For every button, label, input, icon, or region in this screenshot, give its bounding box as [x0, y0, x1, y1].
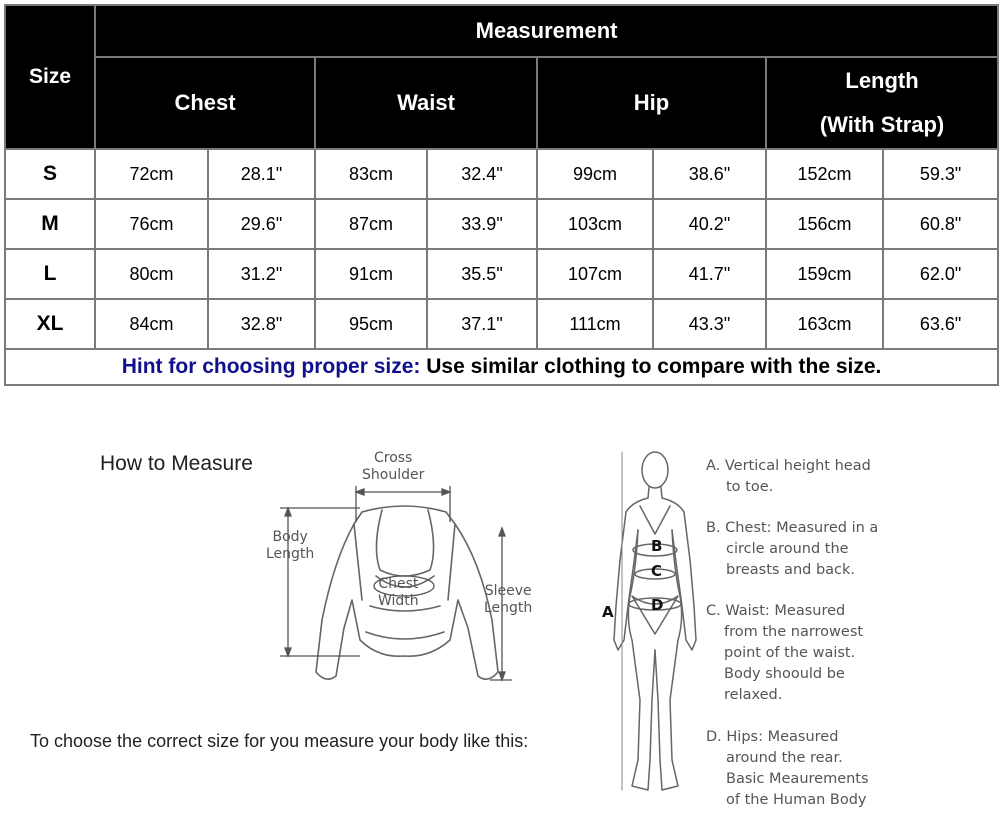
- chest-in-cell: 29.6": [208, 199, 315, 249]
- length-cm-cell: 163cm: [766, 299, 883, 349]
- hip-in-cell: 41.7": [653, 249, 766, 299]
- hip-cm-cell: 103cm: [537, 199, 653, 249]
- chest-header: Chest: [95, 57, 315, 149]
- hip-header: Hip: [537, 57, 766, 149]
- size-cell: M: [5, 199, 95, 249]
- human-body-figure: [614, 452, 696, 790]
- chest-cm-cell: 84cm: [95, 299, 208, 349]
- waist-cm-cell: 95cm: [315, 299, 427, 349]
- sleeve-length-label: Sleeve Length: [484, 583, 533, 616]
- cross-shoulder-label: Cross Shoulder: [362, 450, 425, 483]
- chest-width-label: Chest Width: [378, 576, 419, 609]
- step-a: A. Vertical height head to toe.: [706, 458, 871, 495]
- hip-in-cell: 38.6": [653, 149, 766, 199]
- hip-in-cell: 43.3": [653, 299, 766, 349]
- waist-in-cell: 37.1": [427, 299, 537, 349]
- waist-cm-cell: 91cm: [315, 249, 427, 299]
- body-letter-c: C: [651, 562, 663, 580]
- length-in-cell: 59.3": [883, 149, 998, 199]
- hip-cm-cell: 99cm: [537, 149, 653, 199]
- hip-in-cell: 40.2": [653, 199, 766, 249]
- waist-in-cell: 32.4": [427, 149, 537, 199]
- hint-label: Hint for choosing proper size:: [121, 355, 421, 378]
- length-cm-cell: 152cm: [766, 149, 883, 199]
- body-letter-a: A: [602, 603, 614, 621]
- size-cell: S: [5, 149, 95, 199]
- step-b: B. Chest: Measured in a circle around the breasts and back.: [706, 520, 879, 578]
- measurement-header: Measurement: [95, 5, 998, 57]
- body-length-label: Body Length: [266, 529, 315, 562]
- how-to-measure-title: How to Measure: [100, 452, 253, 475]
- chest-cm-cell: 80cm: [95, 249, 208, 299]
- waist-header: Waist: [315, 57, 537, 149]
- length-cm-cell: 159cm: [766, 249, 883, 299]
- waist-cm-cell: 83cm: [315, 149, 427, 199]
- chest-in-cell: 32.8": [208, 299, 315, 349]
- size-header: Size: [5, 5, 95, 149]
- length-in-cell: 62.0": [883, 249, 998, 299]
- chest-in-cell: 31.2": [208, 249, 315, 299]
- length-header-line1: Length: [845, 68, 919, 93]
- length-cm-cell: 156cm: [766, 199, 883, 249]
- chest-cm-cell: 72cm: [95, 149, 208, 199]
- length-in-cell: 60.8": [883, 199, 998, 249]
- hip-cm-cell: 111cm: [537, 299, 653, 349]
- size-cell: L: [5, 249, 95, 299]
- waist-cm-cell: 87cm: [315, 199, 427, 249]
- hip-cm-cell: 107cm: [537, 249, 653, 299]
- chest-in-cell: 28.1": [208, 149, 315, 199]
- hint-text: Use similar clothing to compare with the size.: [420, 355, 882, 378]
- measure-instruction: To choose the correct size for you measure your body like this:: [30, 731, 529, 751]
- waist-in-cell: 35.5": [427, 249, 537, 299]
- length-header-line2: (With Strap): [819, 112, 945, 137]
- step-c: C. Waist: Measured from the narrowest point of the waist. Body shoould be relaxed.: [706, 603, 864, 703]
- body-letter-b: B: [651, 537, 663, 555]
- step-d: D. Hips: Measured around the rear. Basic Meaurements of the Human Body: [706, 729, 869, 808]
- size-cell: XL: [5, 299, 95, 349]
- body-letter-d: D: [651, 596, 664, 614]
- waist-in-cell: 33.9": [427, 199, 537, 249]
- length-in-cell: 63.6": [883, 299, 998, 349]
- chest-cm-cell: 76cm: [95, 199, 208, 249]
